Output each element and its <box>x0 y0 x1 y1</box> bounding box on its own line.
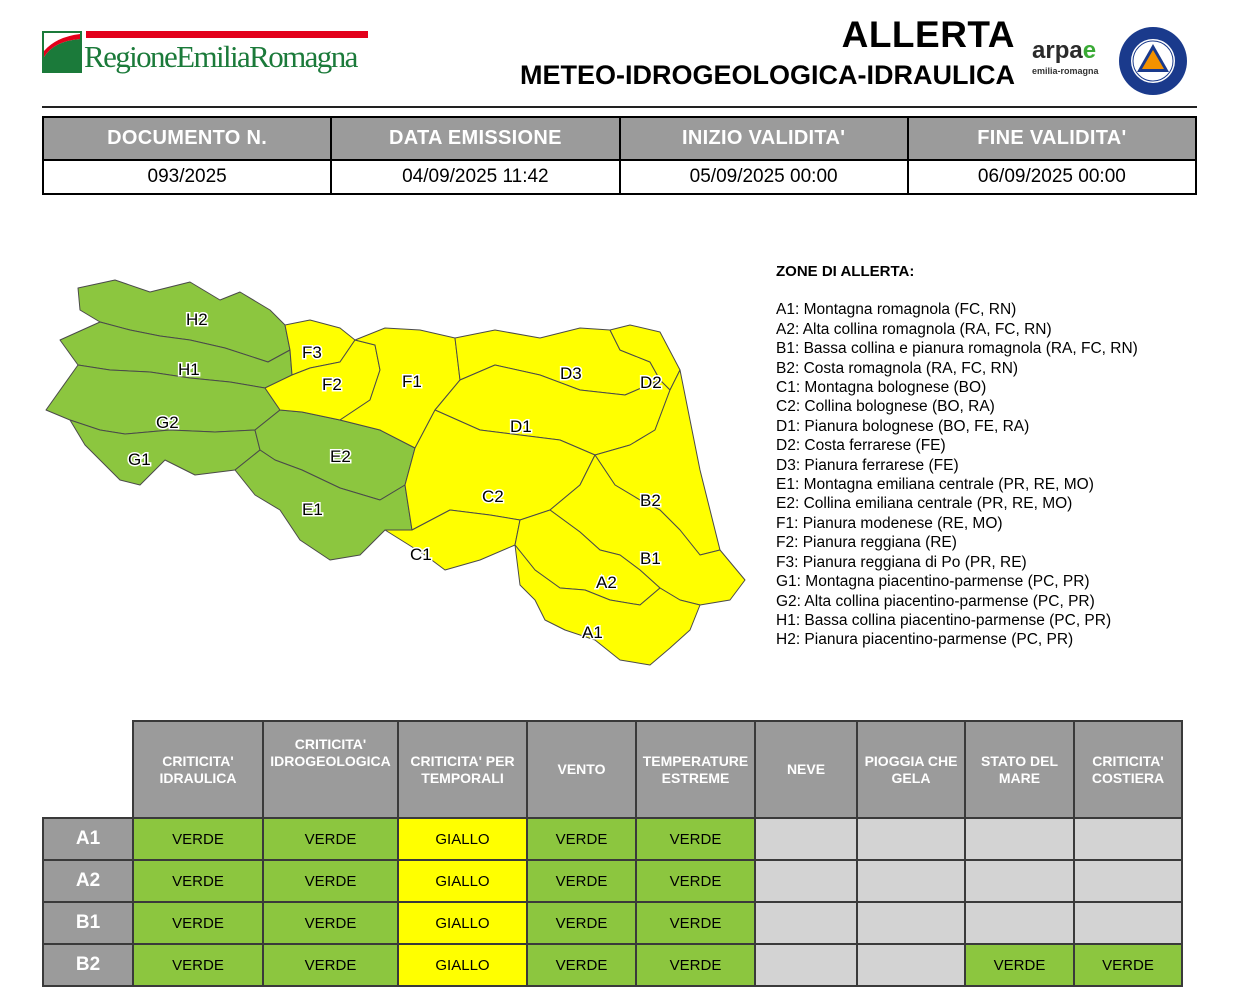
map-label-A1: A1 <box>582 623 603 642</box>
legend-item-E2: E2: Collina emiliana centrale (PR, RE, MO) <box>776 495 1073 513</box>
status-cell: VERDE <box>636 860 755 902</box>
col-header-stato-mare: STATO DEL MARE <box>965 721 1074 818</box>
alert-status-table <box>42 720 1183 987</box>
status-cell: VERDE <box>636 902 755 944</box>
zone-label: A1 <box>43 818 133 860</box>
map-label-G2: G2 <box>156 413 179 432</box>
arpae-word-accent: e <box>1082 37 1097 64</box>
map-label-A2: A2 <box>596 573 617 592</box>
validity-start-value: 05/09/2025 00:00 <box>620 160 908 194</box>
legend-item-G1: G1: Montagna piacentino-parmense (PC, PR) <box>776 573 1090 591</box>
map-label-C2: C2 <box>482 487 504 506</box>
status-cell: VERDE <box>527 944 636 986</box>
map-label-D3: D3 <box>560 364 582 383</box>
map-label-C1: C1 <box>410 545 432 564</box>
status-cell: VERDE <box>965 944 1074 986</box>
map-label-F2: F2 <box>322 375 342 394</box>
doc-number-header: DOCUMENTO N. <box>43 117 331 160</box>
status-cell <box>857 944 965 986</box>
col-header-pioggia-gela: PIOGGIA CHE GELA <box>857 721 965 818</box>
legend-item-A1: A1: Montagna romagnola (FC, RN) <box>776 301 1017 319</box>
legend-heading: ZONE DI ALLERTA: <box>776 263 915 280</box>
col-header-costiera: CRITICITA' COSTIERA <box>1074 721 1182 818</box>
status-cell: VERDE <box>527 860 636 902</box>
legend-item-C2: C2: Collina bolognese (BO, RA) <box>776 398 995 416</box>
logo-red-bar <box>86 31 368 38</box>
zones-legend <box>776 262 1138 650</box>
status-cell: VERDE <box>636 944 755 986</box>
legend-item-F3: F3: Pianura reggiana di Po (PR, RE) <box>776 553 1027 571</box>
status-cell <box>965 902 1074 944</box>
status-cell <box>1074 902 1182 944</box>
legend-item-B2: B2: Costa romagnola (RA, FC, RN) <box>776 359 1019 377</box>
status-cell: VERDE <box>263 860 398 902</box>
legend-item-D1: D1: Pianura bolognese (BO, FE, RA) <box>776 417 1030 435</box>
map-label-B1: B1 <box>640 549 661 568</box>
legend-item-E1: E1: Montagna emiliana centrale (PR, RE, MO) <box>776 476 1094 494</box>
page-title: ALLERTA <box>841 14 1015 55</box>
legend-item-A2: A2: Alta collina romagnola (RA, FC, RN) <box>776 320 1052 338</box>
legend-item-D3: D3: Pianura ferrarese (FE) <box>776 456 959 474</box>
legend-item-D2: D2: Costa ferrarese (FE) <box>776 437 946 455</box>
status-row-a2 <box>43 860 1182 902</box>
status-cell <box>755 818 857 860</box>
status-cell: VERDE <box>133 860 263 902</box>
col-header-vento: VENTO <box>527 721 636 818</box>
alert-zones-map <box>40 270 760 670</box>
arpae-word: arpa <box>1032 37 1083 64</box>
status-cell <box>1074 860 1182 902</box>
status-cell <box>755 902 857 944</box>
status-cell: VERDE <box>263 902 398 944</box>
status-cell: GIALLO <box>398 818 527 860</box>
legend-item-C1: C1: Montagna bolognese (BO) <box>776 379 987 397</box>
map-label-B2: B2 <box>640 491 661 510</box>
col-header-idraulica: CRITICITA' IDRAULICA <box>133 721 263 818</box>
legend-item-B1: B1: Bassa collina e pianura romagnola (RA, FC, RN) <box>776 340 1138 358</box>
status-cell: VERDE <box>133 902 263 944</box>
status-cell: VERDE <box>133 944 263 986</box>
col-header-temperature: TEMPERATURE ESTREME <box>636 721 755 818</box>
status-cell <box>857 818 965 860</box>
validity-end-header: FINE VALIDITA' <box>908 117 1196 160</box>
map-label-H1: H1 <box>178 360 200 379</box>
map-label-G1: G1 <box>128 450 151 469</box>
doc-number-value: 093/2025 <box>43 160 331 194</box>
col-header-idrogeologica: CRITICITA' IDROGEOLOGICA <box>263 721 398 818</box>
status-row-b2 <box>43 944 1182 986</box>
legend-item-F2: F2: Pianura reggiana (RE) <box>776 534 957 552</box>
status-cell: VERDE <box>636 818 755 860</box>
status-cell <box>965 818 1074 860</box>
legend-item-G2: G2: Alta collina piacentino-parmense (PC, PR) <box>776 592 1095 610</box>
status-cell: VERDE <box>263 944 398 986</box>
region-name: RegioneEmiliaRomagna <box>84 39 357 74</box>
status-cell <box>857 860 965 902</box>
status-cell: VERDE <box>133 818 263 860</box>
zone-label: A2 <box>43 860 133 902</box>
validity-end-value: 06/09/2025 00:00 <box>908 160 1196 194</box>
status-cell: VERDE <box>527 902 636 944</box>
civil-protection-logo <box>1118 26 1188 96</box>
status-cell <box>755 944 857 986</box>
status-cell <box>965 860 1074 902</box>
region-flag-icon <box>42 31 82 73</box>
status-cell <box>1074 818 1182 860</box>
legend-item-H1: H1: Bassa collina piacentino-parmense (PC, PR) <box>776 611 1112 629</box>
map-label-E1: E1 <box>302 500 323 519</box>
map-label-D1: D1 <box>510 417 532 436</box>
status-cell: VERDE <box>1074 944 1182 986</box>
map-label-E2: E2 <box>330 447 351 466</box>
status-cell: GIALLO <box>398 944 527 986</box>
status-cell <box>857 902 965 944</box>
validity-start-header: INIZIO VALIDITA' <box>620 117 908 160</box>
status-cell: VERDE <box>263 818 398 860</box>
issue-date-value: 04/09/2025 11:42 <box>331 160 619 194</box>
page-subtitle: METEO-IDROGEOLOGICA-IDRAULICA <box>520 60 1015 90</box>
arpae-logo <box>1032 38 1112 82</box>
status-header-row <box>43 721 1182 818</box>
document-info-table <box>42 116 1197 195</box>
legend-item-F1: F1: Pianura modenese (RE, MO) <box>776 514 1003 532</box>
col-header-neve: NEVE <box>755 721 857 818</box>
map-label-F3: F3 <box>302 343 322 362</box>
status-cell <box>755 860 857 902</box>
status-corner <box>43 721 133 818</box>
zone-label: B1 <box>43 902 133 944</box>
legend-item-H2: H2: Pianura piacentino-parmense (PC, PR) <box>776 631 1074 649</box>
col-header-temporali: CRITICITA' PER TEMPORALI <box>398 721 527 818</box>
map-label-D2: D2 <box>640 373 662 392</box>
map-label-F1: F1 <box>402 372 422 391</box>
status-row-b1 <box>43 902 1182 944</box>
header-divider <box>42 106 1197 108</box>
regione-emilia-romagna-logo <box>42 30 372 76</box>
issue-date-header: DATA EMISSIONE <box>331 117 619 160</box>
status-cell: VERDE <box>527 818 636 860</box>
status-cell: GIALLO <box>398 860 527 902</box>
arpae-sub: emilia-romagna <box>1032 66 1099 76</box>
status-cell: GIALLO <box>398 902 527 944</box>
status-row-a1 <box>43 818 1182 860</box>
zone-label: B2 <box>43 944 133 986</box>
map-label-H2: H2 <box>186 310 208 329</box>
